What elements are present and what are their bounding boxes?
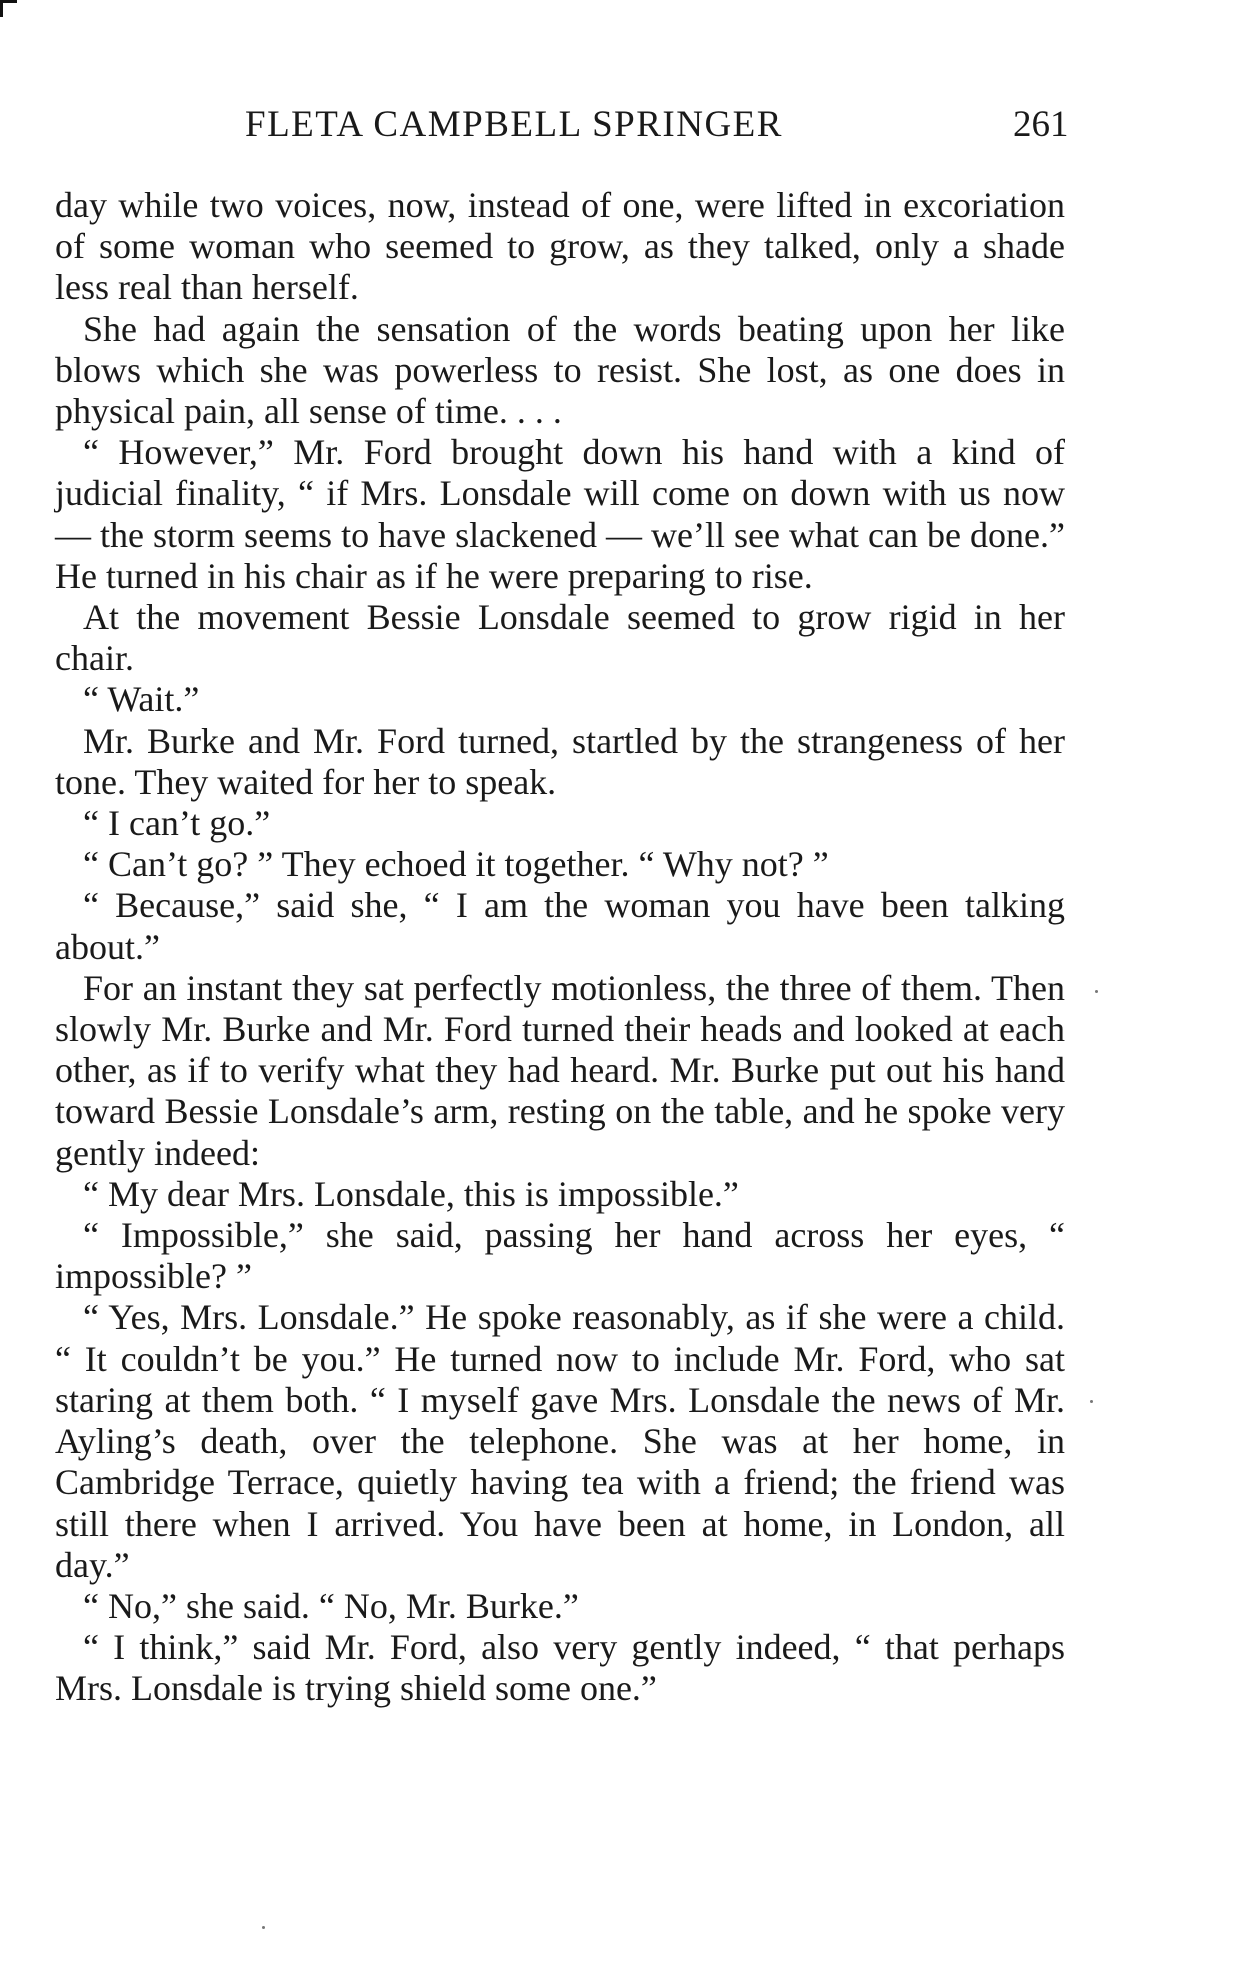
running-title: FLETA CAMPBELL SPRINGER bbox=[245, 104, 783, 145]
running-header bbox=[55, 95, 1069, 155]
paragraph: Mr. Burke and Mr. Ford turned, startled by the strangeness of her tone. They waited for her to speak. bbox=[55, 720, 1065, 802]
scan-corner-mark bbox=[0, 0, 17, 17]
scan-speck bbox=[1090, 1400, 1093, 1403]
paragraph: “ Can’t go? ” They echoed it together. “ Why not? ” bbox=[83, 844, 829, 885]
paragraph: “ No,” she said. “ No, Mr. Burke.” bbox=[83, 1585, 579, 1626]
paragraph: “ I think,” said Mr. Ford, also very gently indeed, “ that perhaps Mrs. Lonsdale is trying shield some one.” bbox=[55, 1627, 1065, 1709]
book-page bbox=[55, 95, 1069, 1710]
paragraph: “ Because,” said she, “ I am the woman you have been talking about.” bbox=[55, 885, 1065, 967]
paragraph: At the movement Bessie Lonsdale seemed to grow rigid in her chair. bbox=[55, 597, 1065, 679]
paragraph: For an instant they sat perfectly motionless, the three of them. Then slowly Mr. Burke and Mr. Ford turned their heads and looked at each other, as if to verify what they had heard. Mr. Burke put out his hand toward Bessie Lonsdale’s arm, resting on the table, and he spoke very gently indeed: bbox=[55, 967, 1065, 1173]
paragraph: “ Wait.” bbox=[83, 679, 200, 720]
paragraph: She had again the sensation of the words beating upon her like blows which she was powerless to resist. She lost, as one does in physical pain, all sense of time. . . . bbox=[55, 308, 1065, 432]
paragraph: “ I can’t go.” bbox=[83, 803, 271, 844]
scan-speck bbox=[1095, 990, 1098, 993]
scan-speck bbox=[262, 1926, 265, 1929]
paragraph: “ However,” Mr. Ford brought down his hand with a kind of judicial finality, “ if Mrs. Lonsdale will come on down with us now — the storm seems to have slackened — we’ll see what can be done.” He turned in his chair as if he were preparing to rise. bbox=[55, 432, 1065, 596]
paragraph: “ My dear Mrs. Lonsdale, this is impossible.” bbox=[83, 1173, 739, 1214]
paragraph: “ Yes, Mrs. Lonsdale.” He spoke reasonably, as if she were a child. “ It couldn’t be you.” He turned now to include Mr. Ford, who sat staring at them both. “ I myself gave Mrs. Lonsdale the news of Mr. Ayling’s death, over the telephone. She was at her home, in Cambridge Terrace, quietly having tea with a friend; the friend was still there when I arrived. You have been at home, in London, all day.” bbox=[55, 1297, 1065, 1585]
body-text bbox=[55, 185, 1065, 1710]
paragraph: day while two voices, now, instead of one, were lifted in excoriation of some woman who seemed to grow, as they talked, only a shade less real than herself. bbox=[55, 185, 1065, 308]
page-number: 261 bbox=[1013, 104, 1069, 145]
paragraph: “ Impossible,” she said, passing her hand across her eyes, “ impossible? ” bbox=[55, 1215, 1065, 1297]
